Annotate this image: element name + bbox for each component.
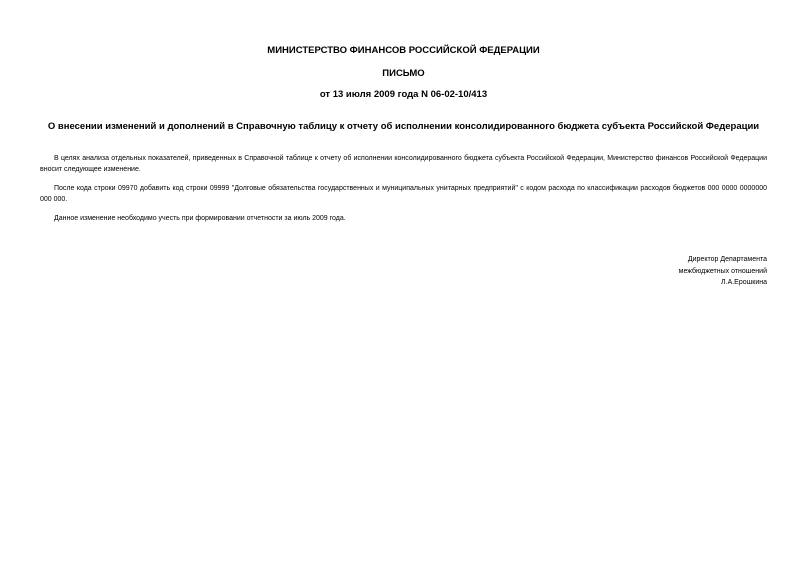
document-date-number: от 13 июля 2009 года N 06-02-10/413 <box>319 89 488 100</box>
ministry-heading: МИНИСТЕРСТВО ФИНАНСОВ РОССИЙСКОЙ ФЕДЕРАЦИИ <box>267 45 540 56</box>
signatory-position: Директор Департамента <box>687 256 767 263</box>
document-subject: О внесении изменений и дополнений в Справочную таблицу к отчету об исполнении консолидированного бюджета субъекта Российской Федерации <box>47 121 760 132</box>
body-paragraph: После кода строки 09970 добавить код строки 09999 "Долговые обязательства государственных и муниципальных унитарных предприятий" с кодом расхода по классификации расходов бюджетов 000 0000 0000000 000 000. <box>40 185 767 203</box>
signatory-department: межбюджетных отношений <box>678 267 767 275</box>
signatory-name: Л.А.Ерошкина <box>721 279 767 286</box>
signature-block <box>567 254 767 289</box>
body-paragraph: Данное изменение необходимо учесть при формировании отчетности за июль 2009 года. <box>54 215 346 222</box>
body-paragraph: В целях анализа отдельных показателей, приведенных в Справочной таблице к отчету об исполнении консолидированного бюджета субъекта Российской Федерации, Министерство финансов Российской Федерации вносит следующее изменение. <box>40 155 767 173</box>
document-type: ПИСЬМО <box>382 68 425 79</box>
